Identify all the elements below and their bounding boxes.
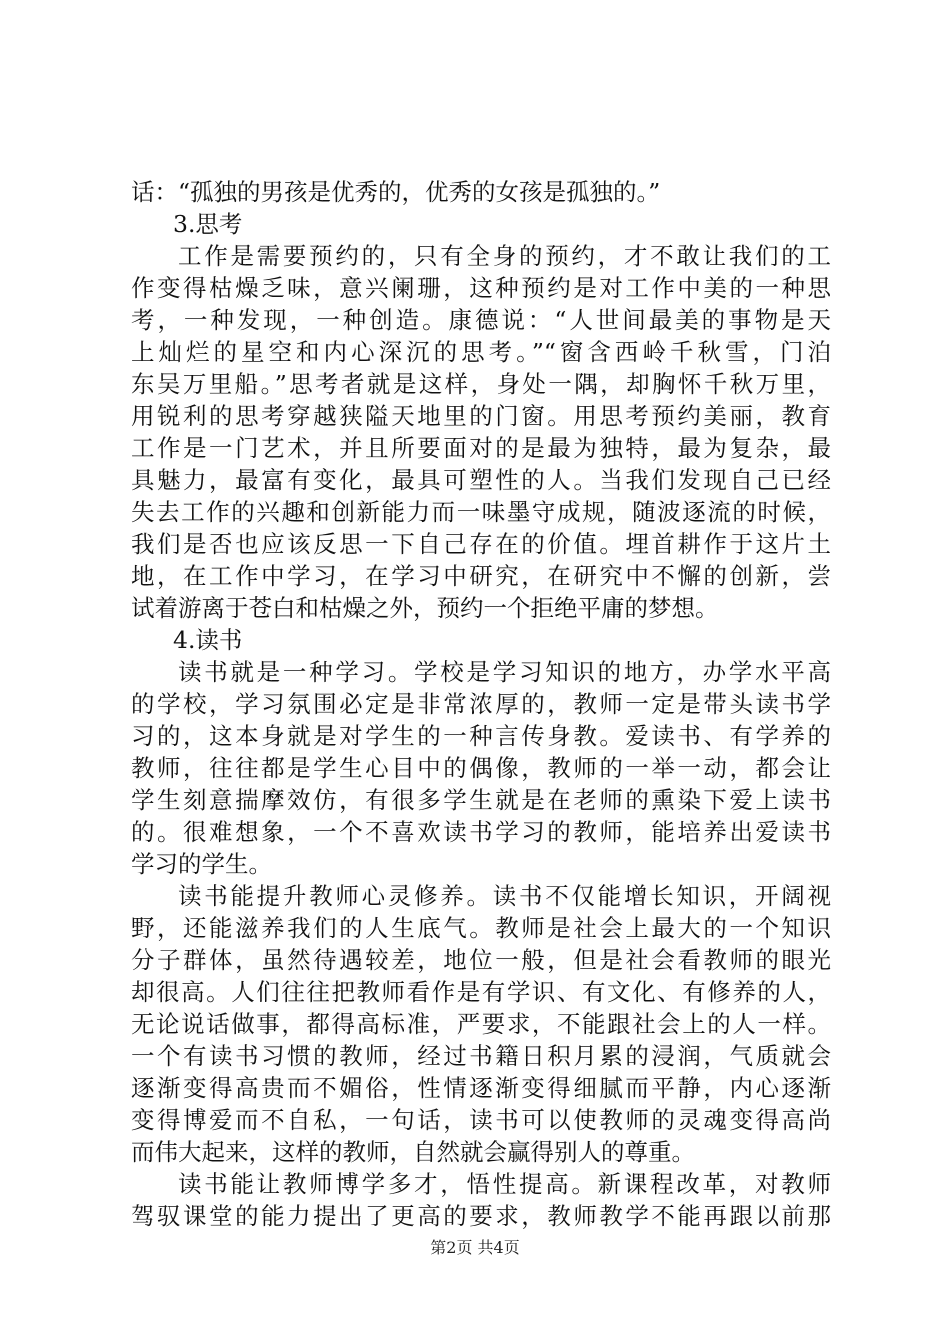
text-line: 话：“孤独的男孩是优秀的，优秀的女孩是孤独的。” (131, 178, 661, 206)
text-line: 学生刻意揣摩效仿，有很多学生就是在老师的熏染下爱上读书 (131, 786, 831, 814)
text-line: 东吴万里船。”思考者就是这样，身处一隅，却胸怀千秋万里， (131, 370, 831, 398)
section-heading: 4.读书 (173, 626, 243, 654)
text-line: 试着游离于苍白和枯燥之外，预约一个拒绝平庸的梦想。 (131, 594, 719, 622)
text-line: 的学校，学习氛围必定是非常浓厚的，教师一定是带头读书学 (131, 690, 831, 718)
text-line: 野，还能滋养我们的人生底气。教师是社会上最大的一个知识 (131, 914, 831, 942)
text-line: 却很高。人们往往把教师看作是有学识、有文化、有修养的人， (131, 978, 831, 1006)
text-line: 我们是否也应该反思一下自己存在的价值。埋首耕作于这片土 (131, 530, 831, 558)
document-body (131, 176, 831, 1232)
text-line: 上灿烂的星空和内心深沉的思考。”“窗含西岭千秋雪，门泊 (131, 338, 831, 366)
page-footer: 第2页 共4页 (430, 1238, 520, 1257)
text-line: 工作是需要预约的，只有全身的预约，才不敢让我们的工 (178, 242, 831, 270)
text-line: 学习的学生。 (131, 850, 272, 878)
text-line: 的。很难想象，一个不喜欢读书学习的教师，能培养出爱读书 (131, 818, 831, 846)
text-line: 读书能提升教师心灵修养。读书不仅能增长知识，开阔视 (178, 882, 831, 910)
text-line: 作变得枯燥乏味，意兴阑珊，这种预约是对工作中美的一种思 (131, 274, 831, 302)
text-line: 驾驭课堂的能力提出了更高的要求，教师教学不能再跟以前那 (131, 1202, 831, 1230)
section-heading: 3.思考 (173, 210, 243, 238)
text-line: 具魅力，最富有变化，最具可塑性的人。当我们发现自己已经 (131, 466, 831, 494)
text-line: 变得博爱而不自私，一句话，读书可以使教师的灵魂变得高尚 (131, 1106, 831, 1134)
text-line: 逐渐变得高贵而不媚俗，性情逐渐变得细腻而平静，内心逐渐 (131, 1074, 831, 1102)
text-line: 而伟大起来，这样的教师，自然就会赢得别人的尊重。 (131, 1138, 695, 1166)
text-line: 失去工作的兴趣和创新能力而一味墨守成规，随波逐流的时候， (131, 498, 831, 526)
text-line: 分子群体，虽然待遇较差，地位一般，但是社会看教师的眼光 (131, 946, 831, 974)
text-line: 用锐利的思考穿越狭隘天地里的门窗。用思考预约美丽，教育 (131, 402, 831, 430)
text-line: 教师，往往都是学生心目中的偶像，教师的一举一动，都会让 (131, 754, 831, 782)
text-line: 无论说话做事，都得高标准，严要求，不能跟社会上的人一样。 (131, 1010, 831, 1038)
text-line: 考，一种发现，一种创造。康德说：“人世间最美的事物是天 (131, 306, 831, 334)
text-line: 读书就是一种学习。学校是学习知识的地方，办学水平高 (178, 658, 831, 686)
text-line: 地，在工作中学习，在学习中研究，在研究中不懈的创新，尝 (131, 562, 831, 590)
text-line: 读书能让教师博学多才，悟性提高。新课程改革，对教师 (178, 1170, 831, 1198)
text-line: 一个有读书习惯的教师，经过书籍日积月累的浸润，气质就会 (131, 1042, 831, 1070)
text-line: 习的，这本身就是对学生的一种言传身教。爱读书、有学养的 (131, 722, 831, 750)
text-line: 工作是一门艺术，并且所要面对的是最为独特，最为复杂，最 (131, 434, 831, 462)
